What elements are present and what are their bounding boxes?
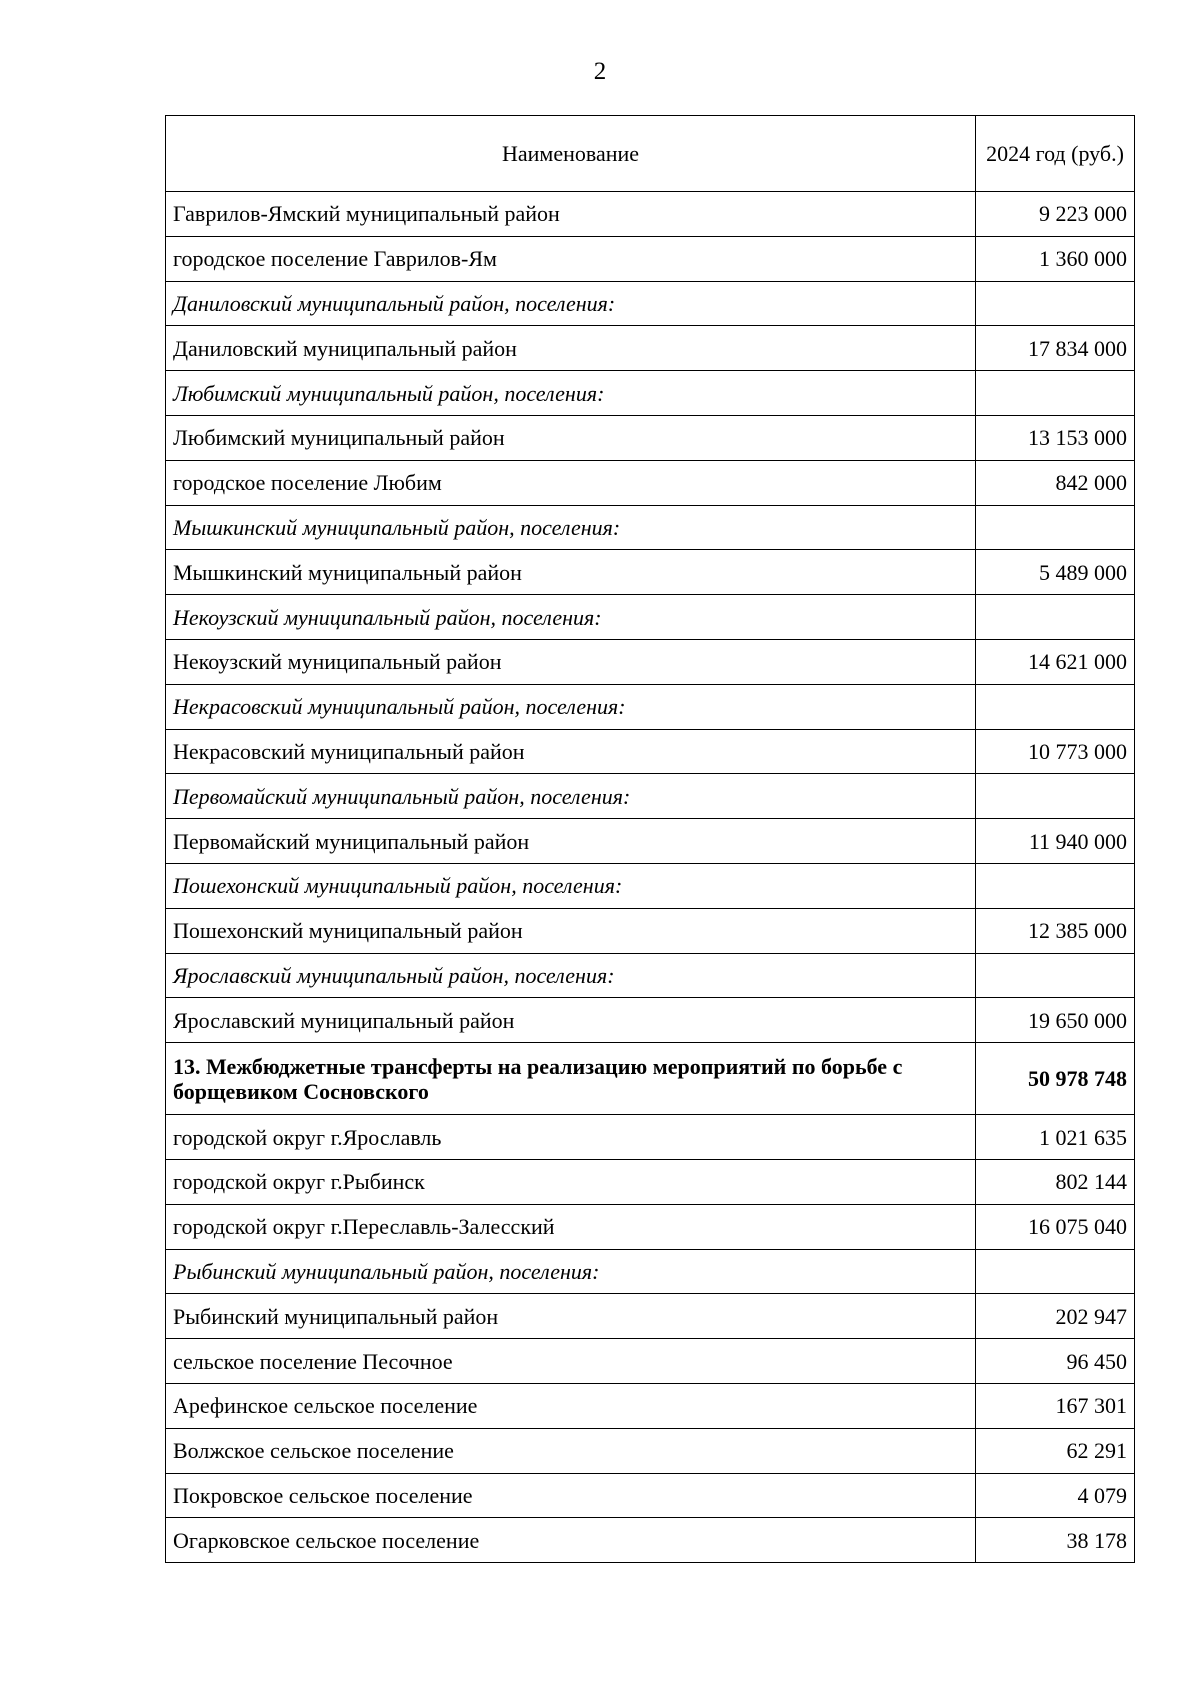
- row-name: городской округ г.Переславль-Залесский: [166, 1204, 976, 1249]
- table-row: [166, 1159, 1135, 1204]
- row-name: Некоузский муниципальный район: [166, 639, 976, 684]
- row-value: 19 650 000: [976, 998, 1135, 1043]
- table-row: [166, 1249, 1135, 1294]
- table-row: [166, 505, 1135, 550]
- row-name: сельское поселение Песочное: [166, 1339, 976, 1384]
- row-name: Мышкинский муниципальный район: [166, 550, 976, 595]
- table-row: [166, 1204, 1135, 1249]
- row-name: Волжское сельское поселение: [166, 1428, 976, 1473]
- row-name: Ярославский муниципальный район, поселения:: [166, 953, 976, 998]
- table-row: [166, 595, 1135, 640]
- table-row: [166, 371, 1135, 416]
- table-row: [166, 281, 1135, 326]
- table-row: [166, 460, 1135, 505]
- row-name: Рыбинский муниципальный район, поселения:: [166, 1249, 976, 1294]
- row-value: [976, 595, 1135, 640]
- row-name: Первомайский муниципальный район: [166, 819, 976, 864]
- row-name: городской округ г.Рыбинск: [166, 1159, 976, 1204]
- header-year: 2024 год (руб.): [976, 116, 1135, 192]
- row-name: Арефинское сельское поселение: [166, 1383, 976, 1428]
- table-row: [166, 1115, 1135, 1160]
- row-value: 9 223 000: [976, 192, 1135, 237]
- row-value: 13 153 000: [976, 415, 1135, 460]
- table-row: [166, 1043, 1135, 1115]
- row-name: Рыбинский муниципальный район: [166, 1294, 976, 1339]
- row-value: 1 360 000: [976, 236, 1135, 281]
- row-value: 14 621 000: [976, 639, 1135, 684]
- table-row: [166, 1428, 1135, 1473]
- table-row: [166, 863, 1135, 908]
- row-value: 12 385 000: [976, 908, 1135, 953]
- table-row: [166, 1294, 1135, 1339]
- row-name: Ярославский муниципальный район: [166, 998, 976, 1043]
- page-number: 2: [593, 58, 607, 85]
- row-value: 1 021 635: [976, 1115, 1135, 1160]
- table-row: [166, 1339, 1135, 1384]
- table-row: [166, 684, 1135, 729]
- row-value: 17 834 000: [976, 326, 1135, 371]
- row-name: 13. Межбюджетные трансферты на реализацию мероприятий по борьбе с борщевиком Сосновского: [166, 1043, 976, 1115]
- row-value: [976, 371, 1135, 416]
- budget-table: [165, 115, 1135, 1563]
- row-name: Некрасовский муниципальный район: [166, 729, 976, 774]
- row-value: 50 978 748: [976, 1043, 1135, 1115]
- table-row: [166, 192, 1135, 237]
- row-value: 16 075 040: [976, 1204, 1135, 1249]
- row-name: Огарковское сельское поселение: [166, 1518, 976, 1563]
- row-value: [976, 953, 1135, 998]
- row-value: 842 000: [976, 460, 1135, 505]
- row-value: 4 079: [976, 1473, 1135, 1518]
- row-name: Даниловский муниципальный район, поселения:: [166, 281, 976, 326]
- row-value: 96 450: [976, 1339, 1135, 1384]
- row-value: [976, 281, 1135, 326]
- row-value: 11 940 000: [976, 819, 1135, 864]
- row-name: Гаврилов-Ямский муниципальный район: [166, 192, 976, 237]
- table-row: [166, 953, 1135, 998]
- row-value: 5 489 000: [976, 550, 1135, 595]
- row-name: Любимский муниципальный район, поселения:: [166, 371, 976, 416]
- row-value: 38 178: [976, 1518, 1135, 1563]
- row-name: городское поселение Гаврилов-Ям: [166, 236, 976, 281]
- table-row: [166, 729, 1135, 774]
- row-name: городской округ г.Ярославль: [166, 1115, 976, 1160]
- table-header-row: [166, 116, 1135, 192]
- table-row: [166, 774, 1135, 819]
- table-row: [166, 1383, 1135, 1428]
- row-value: [976, 684, 1135, 729]
- row-value: 62 291: [976, 1428, 1135, 1473]
- table-row: [166, 1473, 1135, 1518]
- row-name: городское поселение Любим: [166, 460, 976, 505]
- table-row: [166, 326, 1135, 371]
- table-row: [166, 236, 1135, 281]
- row-value: [976, 1249, 1135, 1294]
- row-value: 802 144: [976, 1159, 1135, 1204]
- row-name: Мышкинский муниципальный район, поселения:: [166, 505, 976, 550]
- table-row: [166, 415, 1135, 460]
- table-row: [166, 908, 1135, 953]
- row-name: Некрасовский муниципальный район, поселения:: [166, 684, 976, 729]
- row-name: Покровское сельское поселение: [166, 1473, 976, 1518]
- header-name: Наименование: [166, 116, 976, 192]
- table-row: [166, 639, 1135, 684]
- row-name: Пошехонский муниципальный район: [166, 908, 976, 953]
- row-name: Любимский муниципальный район: [166, 415, 976, 460]
- row-value: 202 947: [976, 1294, 1135, 1339]
- row-value: [976, 863, 1135, 908]
- table-row: [166, 819, 1135, 864]
- row-name: Первомайский муниципальный район, поселения:: [166, 774, 976, 819]
- row-name: Некоузский муниципальный район, поселения:: [166, 595, 976, 640]
- table-row: [166, 998, 1135, 1043]
- row-name: Даниловский муниципальный район: [166, 326, 976, 371]
- table-row: [166, 1518, 1135, 1563]
- row-name: Пошехонский муниципальный район, поселения:: [166, 863, 976, 908]
- row-value: 167 301: [976, 1383, 1135, 1428]
- row-value: [976, 505, 1135, 550]
- row-value: [976, 774, 1135, 819]
- row-value: 10 773 000: [976, 729, 1135, 774]
- table-row: [166, 550, 1135, 595]
- table-body: [166, 192, 1135, 1563]
